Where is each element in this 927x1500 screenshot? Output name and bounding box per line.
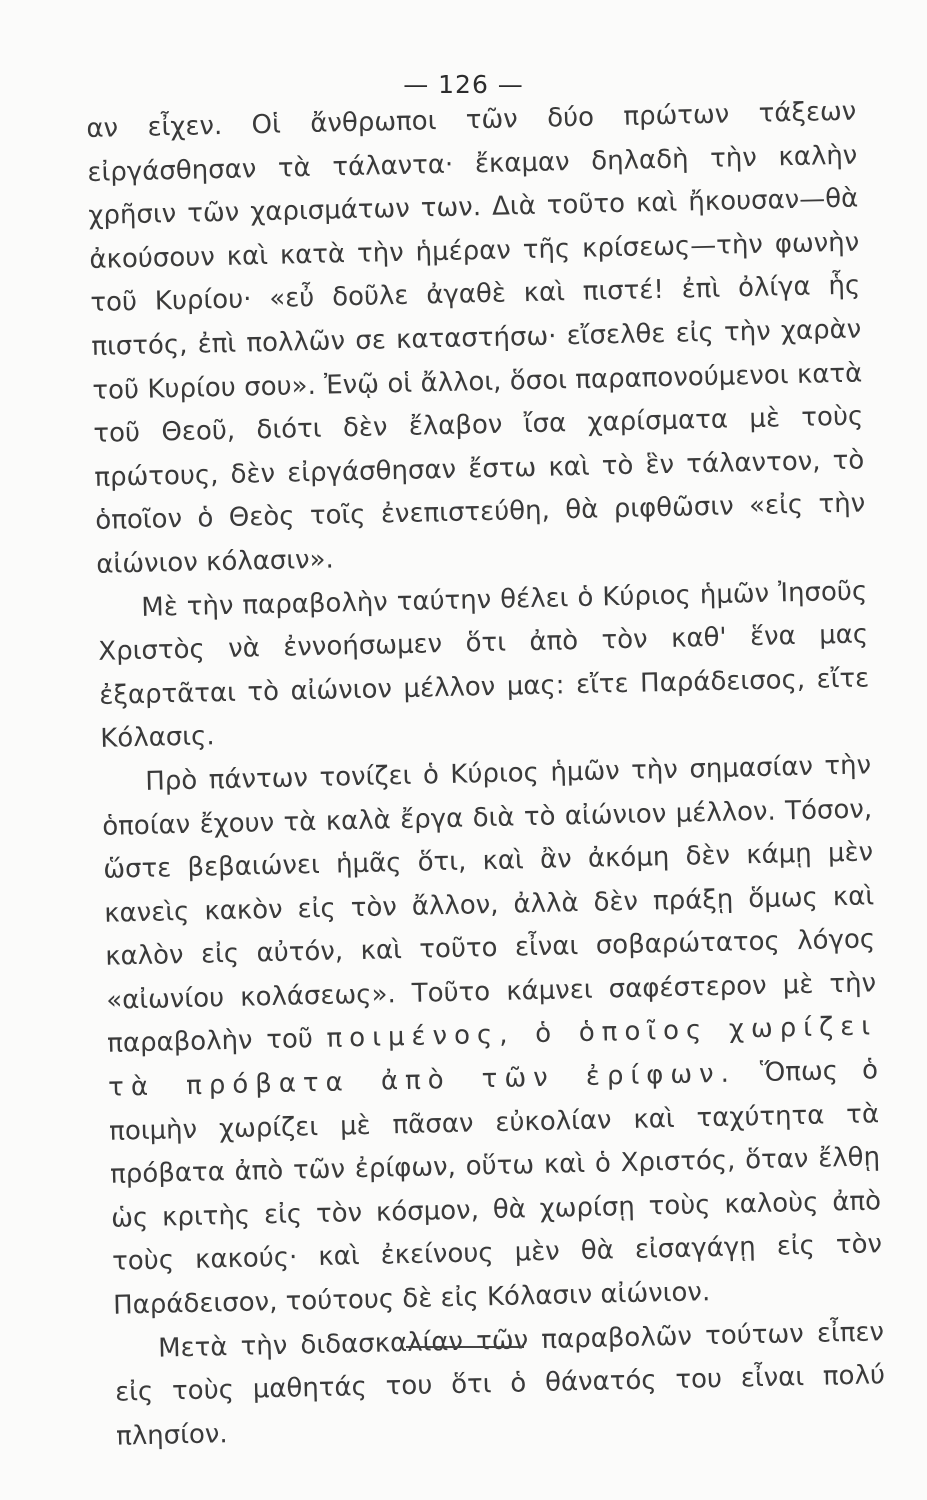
paragraph-1 — [86, 91, 867, 588]
footer-rule — [406, 1346, 524, 1348]
body-text — [86, 91, 886, 1460]
paragraph-text: Μετὰ τὴν διδασκαλίαν τῶν παραβολῶν τούτων εἶπεν εἰς τοὺς μαθητάς του ὅτι ὁ θάνατός του εἶναι πολύ πλησίον. — [114, 1316, 886, 1452]
paragraph-text: Ὅπως ὁ ποιμὴν χωρίζει μὲ πᾶσαν εὐκολίαν καὶ ταχύτητα τὰ πρόβατα ἀπὸ τῶν ἐρίφων, οὕτω καὶ ὁ Χριστός, ὅταν ἔλθῃ ὡς κριτὴς εἰς τὸν κόσμον, θὰ χωρίσῃ τοὺς καλοὺς ἀπὸ τοὺς κακούς· καὶ ἐκείνους μὲν θὰ εἰσαγάγῃ εἰς τὸν Παράδεισον, τούτους δὲ εἰς Κόλασιν αἰώνιον. — [108, 1055, 883, 1321]
letterspaced-emphasis: ποιμένος, ὁ ὁποῖος χωρίζει τὰ πρόβατα ἀπὸ τῶν ἐρίφων. — [107, 1011, 878, 1103]
paragraph-3 — [101, 744, 884, 1328]
paragraph-text: Μὲ τὴν παραβολὴν ταύτην θέλει ὁ Κύριος ἡμῶν Ἰησοῦς Χριστὸς νὰ ἐννοήσωμεν ὅτι ἀπὸ τὸν καθ' ἕνα μας ἐξαρτᾶται τὸ αἰώνιον μέλλον μας: εἴτε Παράδεισος, εἴτε Κόλασις. — [98, 575, 870, 755]
paragraph-4 — [114, 1311, 887, 1459]
paragraph-text: αν εἶχεν. Οἱ ἄνθρωποι τῶν δύο πρώτων τάξεων εἰργάσθησαν τὰ τάλαντα· ἔκαμαν δηλαδὴ τὴν καλὴν χρῆσιν τῶν χαρισμάτων των. Διὰ τοῦτο καὶ ἤκουσαν—θὰ ἀκούσουν καὶ κατὰ τὴν ἡμέραν τῆς κρίσεως—τὴν φωνὴν τοῦ Κυρίου· «εὖ δοῦλε ἀγαθὲ καὶ πιστέ! ἐπὶ ὀλίγα ἧς πιστός, ἐπὶ πολλῶν σε καταστήσω· εἴσελθε εἰς τὴν χαρὰν τοῦ Κυρίου σου». Ἐνῷ οἱ ἄλλοι, ὅσοι παραπονούμενοι κατὰ τοῦ Θεοῦ, διότι δὲν ἔλαβον ἴσα χαρίσματα μὲ τοὺς πρώτους, δὲν εἰργάσθησαν ἔστω καὶ τὸ ἓν τάλαντον, τὸ ὁποῖον ὁ Θεὸς τοῖς ἐνεπιστεύθη, θὰ ριφθῶσιν «εἰς τὴν αἰώνιον κόλασιν». — [86, 96, 866, 580]
page-number: — 126 — — [403, 70, 524, 99]
paragraph-text: Πρὸ πάντων τονίζει ὁ Κύριος ἡμῶν τὴν σημασίαν τὴν ὁποίαν ἔχουν τὰ καλὰ ἔργα διὰ τὸ αἰώνιον μέλλον. Τόσον, ὥστε βεβαιώνει ἡμᾶς ὅτι, καὶ ἂν ἀκόμη δὲν κάμῃ μὲν κανεὶς κακὸν εἰς τὸν ἄλλον, ἀλλὰ δὲν πράξῃ ὅμως καὶ καλὸν εἰς αὐτόν, καὶ τοῦτο εἶναι σοβαρώτατος λόγος «αἰωνίου κολάσεως». Τοῦτο κάμνει σαφέστερον μὲ τὴν παραβολὴν τοῦ — [101, 750, 877, 1060]
paragraph-2 — [97, 570, 871, 762]
